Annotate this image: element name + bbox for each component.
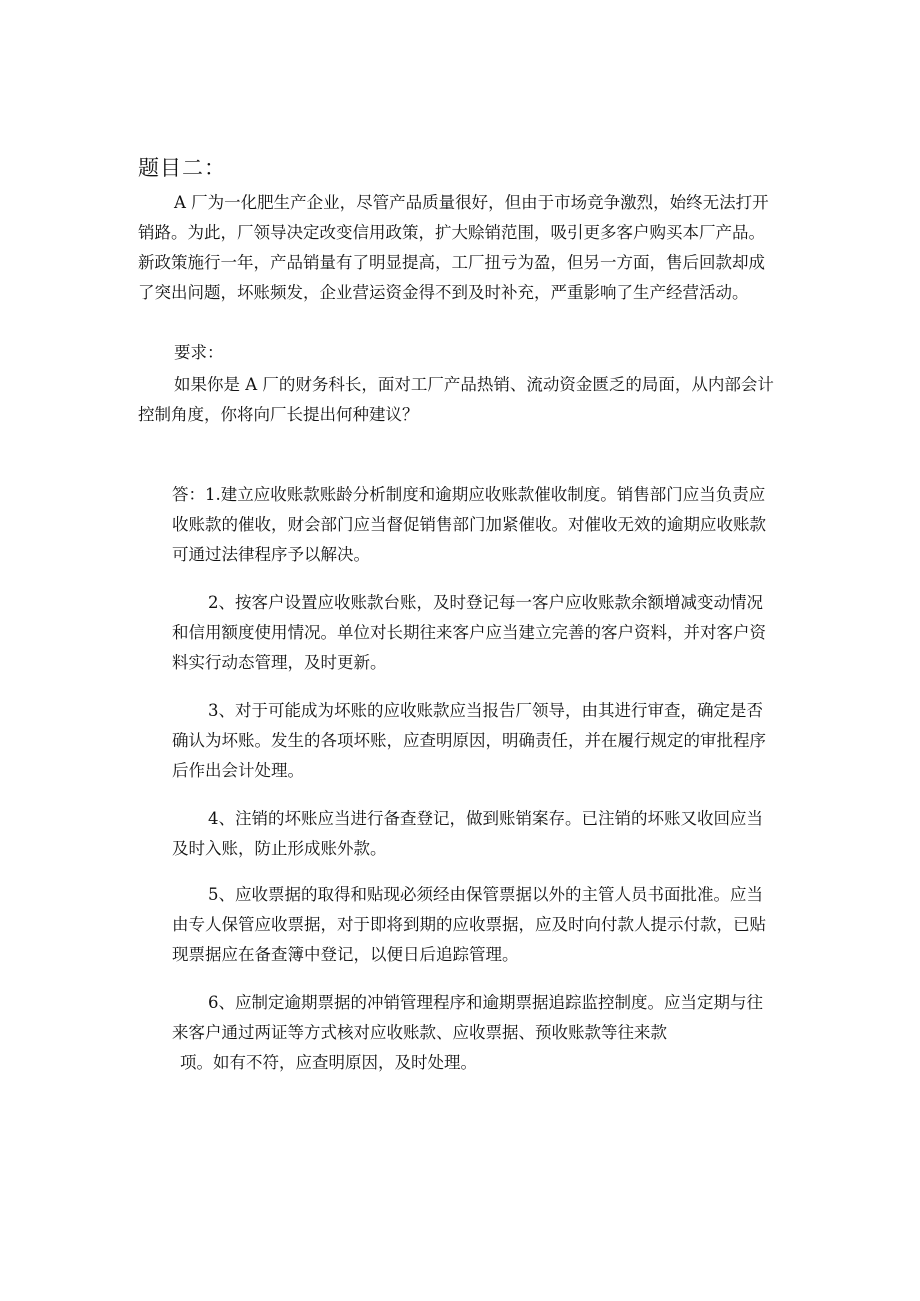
answer-item-1 [172, 480, 792, 570]
answer-item-6 [172, 988, 792, 1078]
answer-item-3 [172, 696, 792, 786]
answer-line: 现票据应在备查簿中登记，以便日后追踪管理。 [172, 945, 519, 964]
answer-line: 4、注销的坏账应当进行备查登记，做到账销案存。已注销的坏账又收回应当 [208, 809, 763, 828]
requirement-line: 控制角度，你将向厂长提出何种建议？ [138, 405, 419, 424]
answer-item-5 [172, 880, 792, 970]
answer-line: 和信用额度使用情况。单位对长期往来客户应当建立完善的客户资料，并对客户资 [172, 623, 766, 642]
answer-line: 3、对于可能成为坏账的应收账款应当报告厂领导，由其进行审查，确定是否 [208, 701, 763, 720]
answer-line: 5、应收票据的取得和贴现必须经由保管票据以外的主管人员书面批准。应当 [208, 885, 763, 904]
answer-line: 2、按客户设置应收账款台账，及时登记每一客户应收账款余额增减变动情况 [208, 593, 763, 612]
requirement-label: 要求： [174, 343, 224, 362]
answer-line: 料实行动态管理，及时更新。 [172, 653, 387, 672]
answer-line: 项。如有不符，应查明原因，及时处理。 [180, 1053, 477, 1072]
question-line: 新政策施行一年，产品销量有了明显提高，工厂扭亏为盈，但另一方面，售后回款却成 [138, 253, 765, 272]
question-line: 销路。为此，厂领导决定改变信用政策，扩大赊销范围，吸引更多客户购买本厂产品。 [138, 223, 765, 242]
answer-line: 可通过法律程序予以解决。 [172, 545, 370, 564]
answer-line: 确认为坏账。发生的各项坏账，应查明原因，明确责任，并在履行规定的审批程序 [172, 731, 766, 750]
answer-line: 后作出会计处理。 [172, 761, 304, 780]
answer-line: 收账款的催收，财会部门应当督促销售部门加紧催收。对催收无效的逾期应收账款 [172, 515, 766, 534]
answer-line: 6、应制定逾期票据的冲销管理程序和逾期票据追踪监控制度。应当定期与往 [208, 993, 763, 1012]
answer-item-2 [172, 588, 792, 678]
requirement-line: 如果你是 A 厂的财务科长，面对工厂产品热销、流动资金匮乏的局面，从内部会计 [174, 375, 774, 394]
requirement-paragraph [138, 370, 774, 430]
question-line: A 厂为一化肥生产企业，尽管产品质量很好，但由于市场竞争激烈，始终无法打开 [174, 193, 769, 212]
question-paragraph [138, 188, 769, 308]
question-title: 题目二： [138, 156, 226, 180]
answer-line: 由专人保管应收票据，对于即将到期的应收票据，应及时向付款人提示付款，已贴 [172, 915, 766, 934]
answer-line: 来客户通过两证等方式核对应收账款、应收票据、预收账款等往来款 [172, 1023, 667, 1042]
answer-line: 及时入账，防止形成账外款。 [172, 839, 387, 858]
question-line: 了突出问题，坏账频发，企业营运资金得不到及时补充，严重影响了生产经营活动。 [138, 283, 749, 302]
answer-item-4 [172, 804, 792, 864]
answer-line: 答：1.建立应收账款账龄分析制度和逾期应收账款催收制度。销售部门应当负责应 [172, 485, 766, 504]
